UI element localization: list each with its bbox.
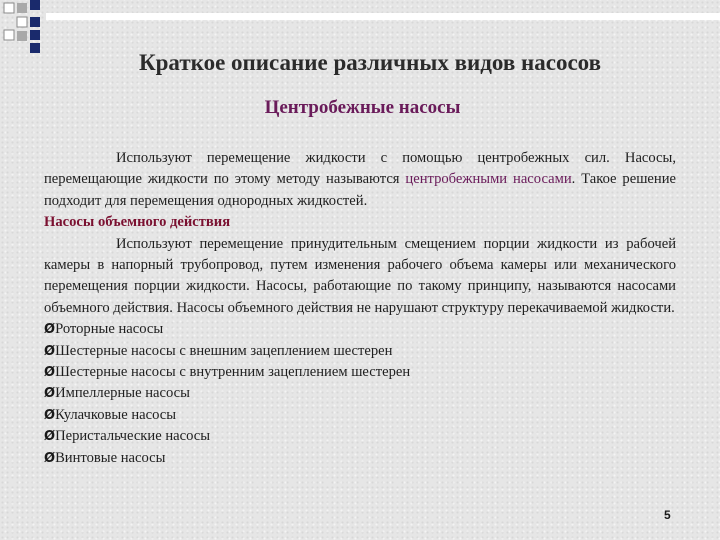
arrow-bullet-icon: Ø: [44, 450, 56, 466]
deco-square: [17, 17, 27, 27]
list-item: [44, 341, 676, 362]
list-item: [44, 319, 676, 340]
list-item: [44, 426, 676, 447]
deco-square: [17, 3, 27, 13]
list-item-label: Кулачковые насосы: [55, 406, 177, 423]
list-item: [44, 405, 676, 426]
pump-types-list: [44, 319, 676, 469]
list-item: [44, 362, 676, 383]
section-heading-volumetric: Насосы объемного действия: [44, 214, 231, 231]
slide-body: [44, 148, 676, 469]
arrow-bullet-icon: Ø: [44, 365, 56, 381]
arrow-bullet-icon: Ø: [44, 429, 56, 445]
page-number: 5: [664, 508, 671, 522]
arrow-bullet-icon: Ø: [44, 386, 56, 402]
list-item-label: Винтовые насосы: [55, 449, 166, 466]
deco-square: [30, 30, 40, 40]
deco-square: [4, 30, 14, 40]
list-item-label: Шестерные насосы с внешним зацеплением шестерен: [55, 342, 393, 359]
volumetric-paragraph: Используют перемещение принудительным смещением порции жидкости из рабочей камеры в напорный трубопровод, путем изменения рабочего объема камеры или механического перемещения порции жидкости. Насосы, работающие по такому принципу, называются насосами объемного действия. Насосы объемного действия не нарушают структуру перекачиваемой жидкости.: [44, 235, 676, 316]
slide-title: Краткое описание различных видов насосов: [138, 50, 602, 75]
centrifugal-term: центробежными насосами: [405, 171, 572, 188]
list-item: [44, 448, 676, 469]
centrifugal-text-start: Используют перемещение жидкости с помощью центробежных сил. Насосы, перемещающие жидкости по этому методу называются: [44, 150, 676, 188]
list-item-label: Перистальческие насосы: [55, 428, 211, 445]
centrifugal-text-end: . Такое решение подходит для перемещения однородных жидкостей.: [44, 171, 677, 209]
list-item-label: Роторные насосы: [55, 321, 164, 338]
arrow-bullet-icon: Ø: [44, 343, 56, 359]
centrifugal-paragraph: [44, 148, 676, 212]
list-item: [44, 383, 676, 404]
deco-square: [30, 0, 40, 10]
arrow-bullet-icon: Ø: [44, 407, 56, 423]
section-title-centrifugal: Центробежные насосы: [264, 97, 461, 118]
arrow-bullet-icon: Ø: [44, 322, 56, 338]
list-item-label: Импеллерные насосы: [55, 385, 190, 402]
list-item-label: Шестерные насосы с внутренним зацеплением шестерен: [55, 364, 411, 381]
top-bar: [46, 13, 720, 20]
deco-square: [30, 17, 40, 27]
deco-square: [17, 31, 27, 41]
deco-square: [4, 3, 14, 13]
